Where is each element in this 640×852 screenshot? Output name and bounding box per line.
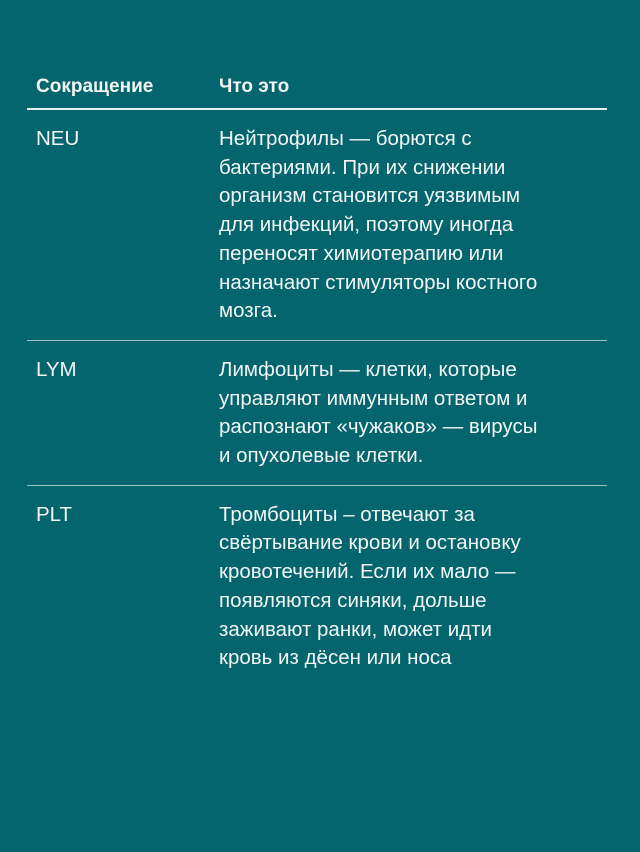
table-row	[27, 341, 607, 486]
description-line: Тромбоциты – отвечают за	[219, 502, 475, 526]
description-line: организм становится уязвимым	[219, 184, 521, 208]
header-description: Что это	[219, 76, 290, 97]
description-line: назначают стимуляторы костного	[219, 270, 538, 294]
description-cell	[219, 501, 607, 673]
description-line: появляются синяки, дольше	[219, 588, 487, 612]
abbreviation-cell: PLT	[36, 502, 73, 526]
description-line: кровотечений. Если их мало —	[219, 560, 516, 584]
description-line: свёртывание крови и остановку	[219, 531, 521, 555]
description-line: и опухолевые клетки.	[219, 444, 424, 468]
header-abbreviation: Сокращение	[36, 76, 154, 97]
description-line: управляют иммунным ответом и	[219, 386, 528, 410]
description-line: для инфекций, поэтому иногда	[219, 213, 514, 237]
description-cell	[219, 125, 607, 326]
description-line: Нейтрофилы — борются с	[219, 127, 472, 150]
description-line: заживают ранки, может идти	[219, 617, 493, 641]
description-line: Лимфоциты — клетки, которые	[219, 357, 517, 381]
description-line: переносят химиотерапию или	[219, 241, 504, 265]
table-row	[27, 110, 607, 341]
description-line: мозга.	[219, 299, 278, 323]
description-line: распознают «чужаков» — вирусы	[219, 415, 538, 439]
abbreviations-table	[27, 66, 607, 687]
description-cell	[219, 356, 607, 471]
abbreviation-cell: LYM	[36, 357, 77, 381]
description-line: кровь из дёсен или носа	[219, 646, 452, 670]
table-header	[27, 66, 607, 110]
table-row	[27, 486, 607, 687]
abbreviation-cell: NEU	[36, 127, 80, 150]
description-line: бактериями. При их снижении	[219, 155, 506, 179]
